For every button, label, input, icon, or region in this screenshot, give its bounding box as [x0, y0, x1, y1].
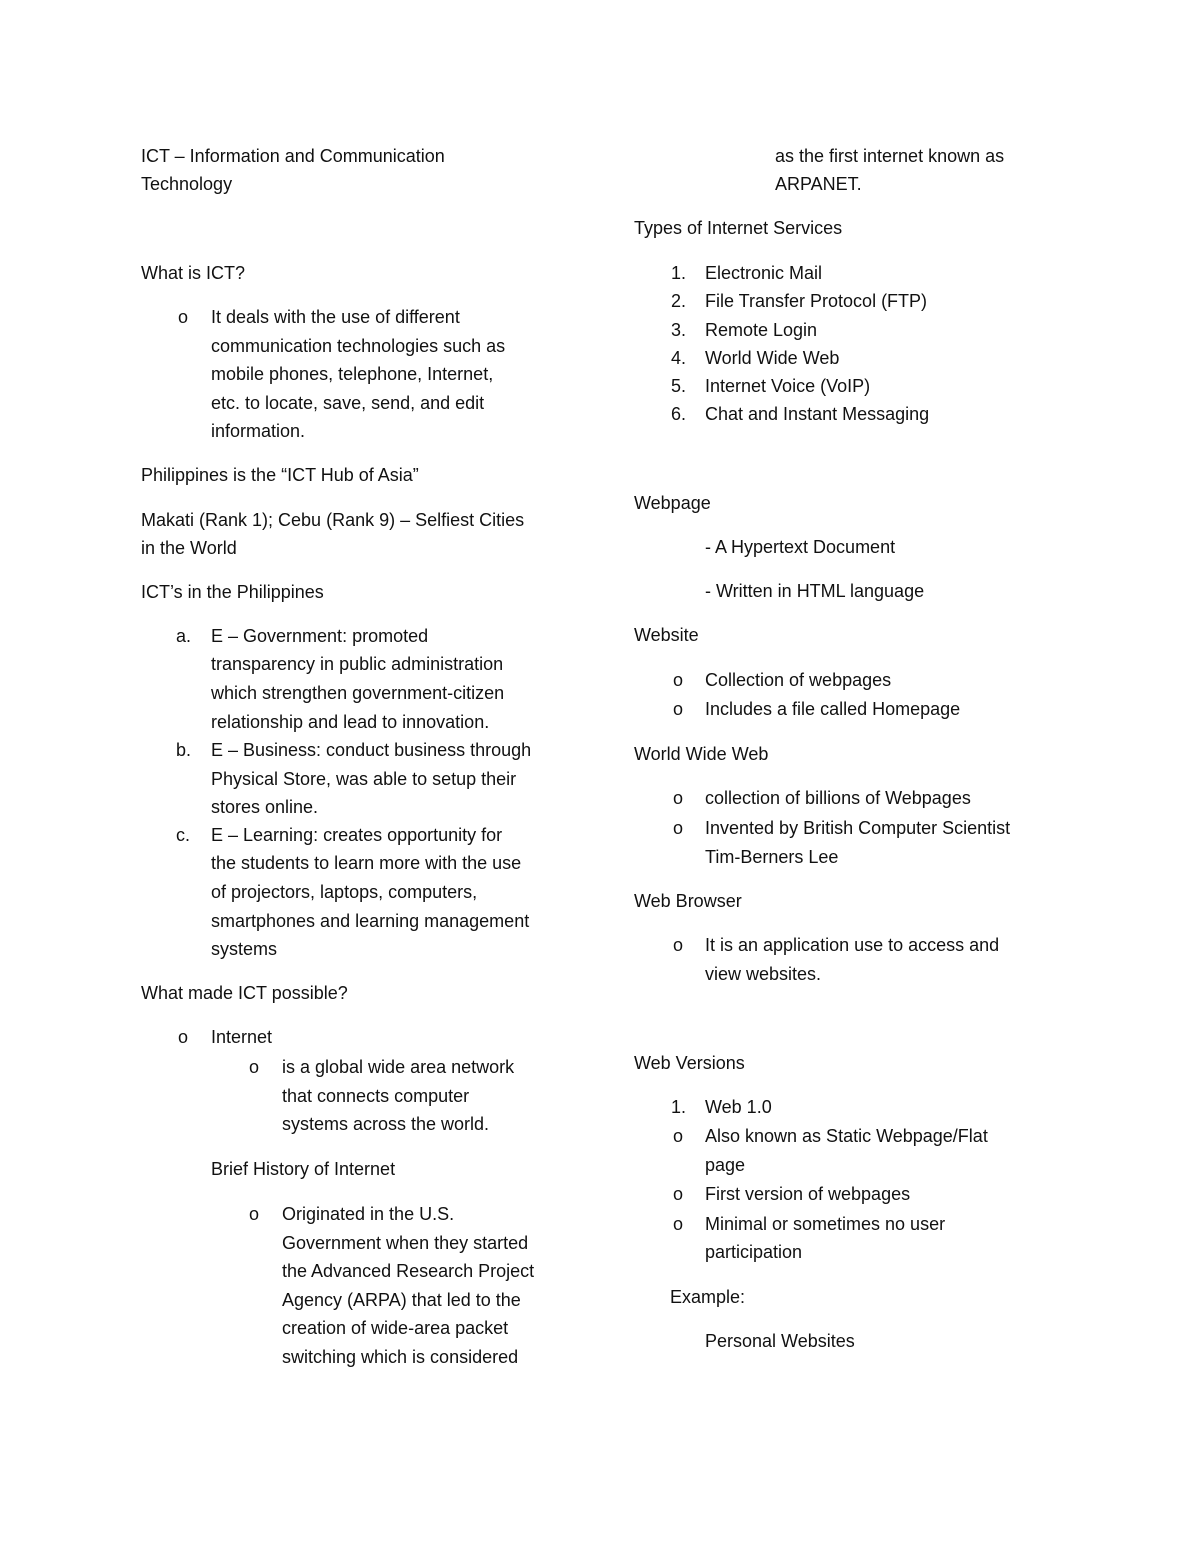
bullet-marker: o: [673, 1126, 684, 1146]
bullet-item-continued: view websites.: [705, 964, 822, 984]
bullet-item-continued: page: [705, 1155, 746, 1175]
heading-web-versions: Web Versions: [634, 1053, 745, 1073]
bullet-marker: o: [673, 1184, 684, 1204]
history-line: creation of wide-area packet: [282, 1318, 509, 1338]
bullet-item: First version of webpages: [705, 1184, 911, 1204]
list-item-line: E – Business: conduct business through: [211, 740, 532, 760]
bullet-marker: o: [178, 307, 189, 327]
heading-icts-in-philippines: ICT’s in the Philippines: [141, 582, 324, 602]
list-item-line: Physical Store, was able to setup their: [211, 769, 517, 789]
webpage-line: - A Hypertext Document: [705, 537, 896, 557]
internet-label: Internet: [211, 1027, 273, 1047]
heading-website: Website: [634, 625, 699, 645]
paragraph-line: mobile phones, telephone, Internet,: [211, 364, 494, 384]
numbered-marker: 6.: [671, 404, 687, 424]
numbered-item: World Wide Web: [705, 348, 840, 368]
numbered-item: Web 1.0: [705, 1097, 772, 1117]
list-marker: a.: [176, 626, 192, 646]
numbered-marker: 1.: [671, 263, 687, 283]
numbered-item: Internet Voice (VoIP): [705, 376, 871, 396]
selfiest-cities-statement: Makati (Rank 1); Cebu (Rank 9) – Selfiest Cities: [141, 510, 525, 530]
selfiest-cities-statement-continued: in the World: [141, 538, 237, 558]
sub-item-line: that connects computer: [282, 1086, 470, 1106]
bullet-marker: o: [673, 670, 684, 690]
numbered-marker: 1.: [671, 1097, 687, 1117]
bullet-item-continued: participation: [705, 1242, 803, 1262]
bullet-marker: o: [673, 1214, 684, 1234]
numbered-marker: 4.: [671, 348, 687, 368]
history-continued-line: as the first internet known as: [775, 146, 1005, 166]
numbered-item: File Transfer Protocol (FTP): [705, 291, 928, 311]
list-item-line: which strengthen government-citizen: [211, 683, 505, 703]
bullet-item-continued: Tim-Berners Lee: [705, 847, 839, 867]
list-item-line: stores online.: [211, 797, 319, 817]
numbered-marker: 5.: [671, 376, 687, 396]
history-line: Government when they started: [282, 1233, 529, 1253]
heading-brief-history: Brief History of Internet: [211, 1159, 396, 1179]
bullet-marker: o: [673, 699, 684, 719]
heading-world-wide-web: World Wide Web: [634, 744, 769, 764]
sub-bullet-marker: o: [249, 1057, 260, 1077]
history-line: Originated in the U.S.: [282, 1204, 455, 1224]
list-item-line: E – Learning: creates opportunity for: [211, 825, 503, 845]
bullet-item: Collection of webpages: [705, 670, 892, 690]
heading-types-of-internet-services: Types of Internet Services: [634, 218, 843, 238]
history-line: the Advanced Research Project: [282, 1261, 535, 1281]
paragraph-line: It deals with the use of different: [211, 307, 460, 327]
example-value: Personal Websites: [705, 1331, 855, 1351]
ict-hub-statement: Philippines is the “ICT Hub of Asia”: [141, 465, 419, 485]
webpage-line: - Written in HTML language: [705, 581, 925, 601]
list-marker: c.: [176, 825, 191, 845]
bullet-item: collection of billions of Webpages: [705, 788, 971, 808]
sub-item-line: is a global wide area network: [282, 1057, 515, 1077]
heading-web-browser: Web Browser: [634, 891, 742, 911]
heading-what-is-ict: What is ICT?: [141, 263, 246, 283]
sub-item-line: systems across the world.: [282, 1114, 490, 1134]
heading-what-made-ict-possible: What made ICT possible?: [141, 983, 348, 1003]
list-item-line: smartphones and learning management: [211, 911, 530, 931]
document-title: ICT – Information and Communication: [141, 146, 445, 166]
bullet-item: Includes a file called Homepage: [705, 699, 961, 719]
numbered-item: Remote Login: [705, 320, 818, 340]
paragraph-line: etc. to locate, save, send, and edit: [211, 393, 485, 413]
bullet-item: It is an application use to access and: [705, 935, 1000, 955]
history-line: switching which is considered: [282, 1347, 519, 1367]
sub-bullet-marker: o: [249, 1204, 260, 1224]
list-item-line: of projectors, laptops, computers,: [211, 882, 478, 902]
list-item-line: E – Government: promoted: [211, 626, 429, 646]
list-marker: b.: [176, 740, 192, 760]
bullet-marker: o: [673, 818, 684, 838]
bullet-item: Minimal or sometimes no user: [705, 1214, 946, 1234]
bullet-item: Also known as Static Webpage/Flat: [705, 1126, 988, 1146]
list-item-line: relationship and lead to innovation.: [211, 712, 490, 732]
bullet-marker: o: [673, 788, 684, 808]
numbered-marker: 3.: [671, 320, 687, 340]
bullet-item: Invented by British Computer Scientist: [705, 818, 1011, 838]
example-label: Example:: [670, 1287, 746, 1307]
paragraph-line: information.: [211, 421, 306, 441]
list-item-line: the students to learn more with the use: [211, 853, 522, 873]
paragraph-line: communication technologies such as: [211, 336, 506, 356]
list-item-line: systems: [211, 939, 278, 959]
heading-webpage: Webpage: [634, 493, 711, 513]
numbered-item: Electronic Mail: [705, 263, 823, 283]
document-title-continued: Technology: [141, 174, 233, 194]
history-line: Agency (ARPA) that led to the: [282, 1290, 521, 1310]
numbered-item: Chat and Instant Messaging: [705, 404, 930, 424]
numbered-marker: 2.: [671, 291, 687, 311]
history-continued-line: ARPANET.: [775, 174, 862, 194]
list-item-line: transparency in public administration: [211, 654, 504, 674]
bullet-marker: o: [673, 935, 684, 955]
bullet-marker: o: [178, 1027, 189, 1047]
